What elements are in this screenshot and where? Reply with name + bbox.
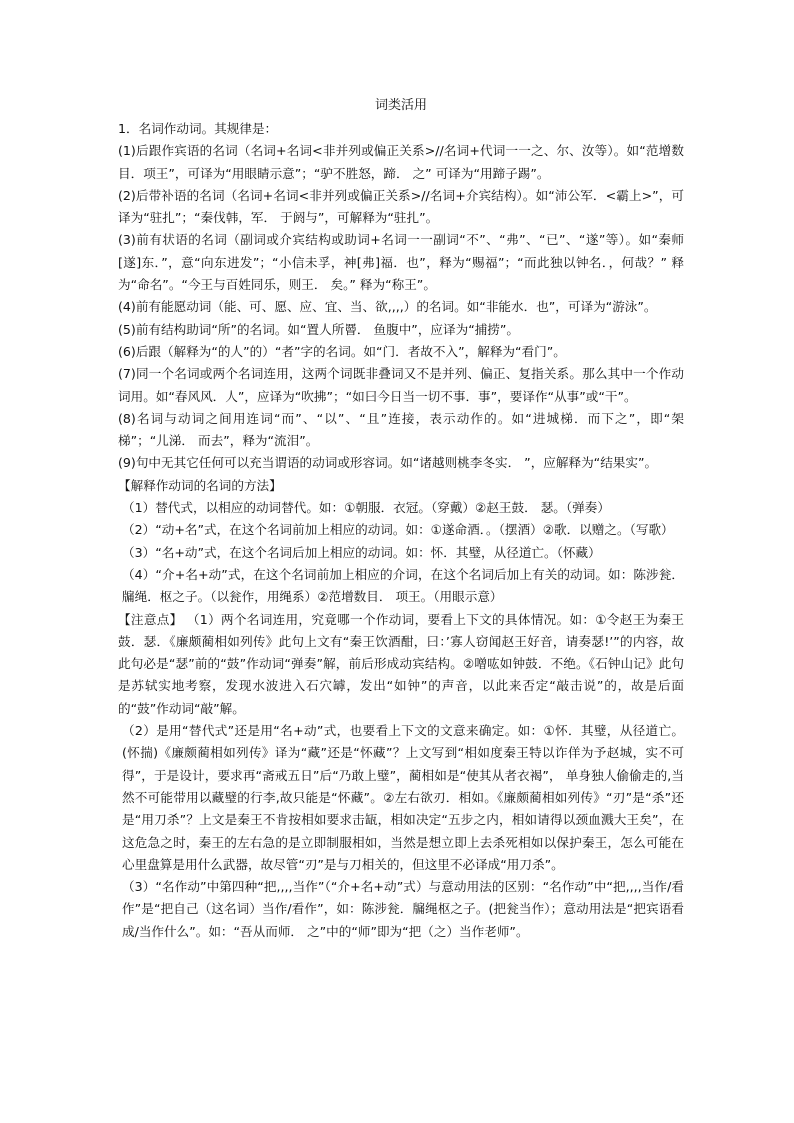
paragraph-note-2: （2）是用“替代式”还是用“名+动”式，也要看上下文的文意来确定。如：①怀．其璧，从径道亡。(怀揣)《廉颇蔺相如列传》译为“藏”还是“怀藏”？上文写到“相如度秦王特以诈佯为予赵城，实不可得”，于是设计，要求再“斋戒五日”后“乃敢上璧”，蔺相如是“使其从者衣褐”， 单身独人偷偷走的,当然不可能带用以藏璧的行李,故只能是“怀藏”。②左右欲刃．相如。《廉颇蔺相如列传》“刃”是“杀”还是“用刀杀”？上文是秦王不肯按相如要求击缻，相如决定“五步之内，相如请得以颈血溅大王矣”，在这危急之时，秦王的左右急的是立即制服相如，当然是想立即上去杀死相如以保护秦王，怎么可能在心里盘算是用什么武器，故尽管“刃”是与刀相关的，但这里不必译成“用刀杀”。 bbox=[122, 723, 684, 872]
paragraph-method-4: （4）“介+名+动”式，在这个名词前加上相应的介词，在这个名词后加上有关的动词。如：陈涉瓮．牖绳．枢之子。（以瓮作，用绳系）②范增数目． 项王。（用眼示意） bbox=[122, 566, 684, 605]
paragraph-note-3: （3）“名作动”中第四种“把,,,,当作”（“介+名+动”式）与意动用法的区别：“名作动”中“把,,,,当作/看作”是“把自己（这名词）当作/看作”，如：陈涉瓮．牖绳枢之子。(把瓮当作）；意动用法是“把宾语看成/当作什么”。如：“吾从而师． 之”中的“师”即为“把（之）当作老师”。 bbox=[122, 879, 684, 939]
paragraph-rule-intro: 1．名词作动词。其规律是： bbox=[118, 121, 278, 136]
paragraph-method-1: （1）替代式，以相应的动词替代。如：①朝服．衣冠。（穿戴）②赵王鼓． 瑟。（弹奏） bbox=[122, 500, 610, 516]
document-title: 词类活用 bbox=[374, 98, 427, 113]
paragraph-rule-1: (1)后跟作宾语的名词（名词+名词<非并列或偏正关系>//名词+代词一一之、尔、汝等）。如“范增数目．项王”，可译为“用眼睛示意”；“驴不胜怒，蹄． 之” 可译为“用蹄子踢”。 bbox=[118, 143, 684, 181]
paragraph-rule-9: (9)句中无其它任何可以充当谓语的动词或形容词。如“诸越则桃李冬实． ”，应解释为“结果实”。 bbox=[118, 455, 658, 471]
paragraph-method-3: （3）“名+动”式，在这个名词后加上相应的动词。如：怀．其璧，从径道亡。（怀藏） bbox=[122, 544, 601, 560]
paragraph-rule-2: (2)后带补语的名词（名词+名词<非并列或偏正关系>//名词+介宾结构）。如“沛公军．<霸上>”，可译为“驻扎”；“秦伐韩，军． 于阏与”，可解释为“驻扎”。 bbox=[118, 187, 684, 226]
paragraph-rule-8: (8)名词与动词之间用连词“而”、“以”、“且”连接，表示动作的。如“进城梯．而下之”，即“架梯”；“儿涕． 而去”，释为“流泪”。 bbox=[118, 410, 684, 449]
paragraph-rule-6: (6)后跟（解释为“的人”的）“者”字的名词。如“门．者故不入”，解释为“看门”。 bbox=[118, 343, 566, 359]
paragraph-rule-7: (7)同一个名词或两个名词连用，这两个词既非叠词又不是并列、偏正、复指关系。那么其中一个作动词用。如“春风风．人”，应译为“吹拂”；“如曰今日当一切不事．事”，要译作“从事”或“干”。 bbox=[118, 366, 684, 404]
paragraph-method-2: （2）“动+名”式，在这个名词前加上相应的动词。如：①遂命酒．。（摆酒）②歌．以赠之。（写歌） bbox=[122, 522, 674, 538]
paragraph-rule-3: (3)前有状语的名词（副词或介宾结构或助词+名词一一副词“不”、“弗”、“已”、“遂”等）。如“秦师[遂]东．”，意“向东进发”；“小信未孚，神[弗]福．也”，释为“赐福”；“而此独以钟名．，何哉？” 释为“命名”。“今王与百姓同乐，则王． 矣。” 释为“称王”。 bbox=[118, 232, 684, 293]
paragraph-rule-4: (4)前有能愿动词（能、可、愿、应、宜、当、欲,,,,）的名词。如“非能水．也”，可译为“游泳”。 bbox=[118, 299, 657, 315]
paragraph-rule-5: (5)前有结构助词“所”的名词。如“置人所罾． 鱼腹中”，应译为“捕捞”。 bbox=[118, 321, 520, 337]
paragraph-note-1: 【注意点】 （1）两个名词连用，究竟哪一个作动词，要看上下文的具体情况。如：①令赵王为秦王鼓．瑟．《廉颇蔺相如列传》此句上文有“秦王饮酒酣，曰：’寡人窃闻赵王好音，请奏瑟!’”的内容，故此句必是“瑟”前的“鼓”作动词“弹奏”解，前后形成动宾结构。②噌吰如钟鼓．不绝。《石钟山记》此句是苏轼实地考察，发现水波进入石穴罅，发出“如钟”的声音，以此来否定“敲击说”的，故是后面的“鼓”作动词“敲”解。 bbox=[118, 611, 684, 716]
document-page bbox=[118, 96, 684, 943]
section-heading-method: 【解释作动词的名词的方法】 bbox=[118, 477, 282, 493]
